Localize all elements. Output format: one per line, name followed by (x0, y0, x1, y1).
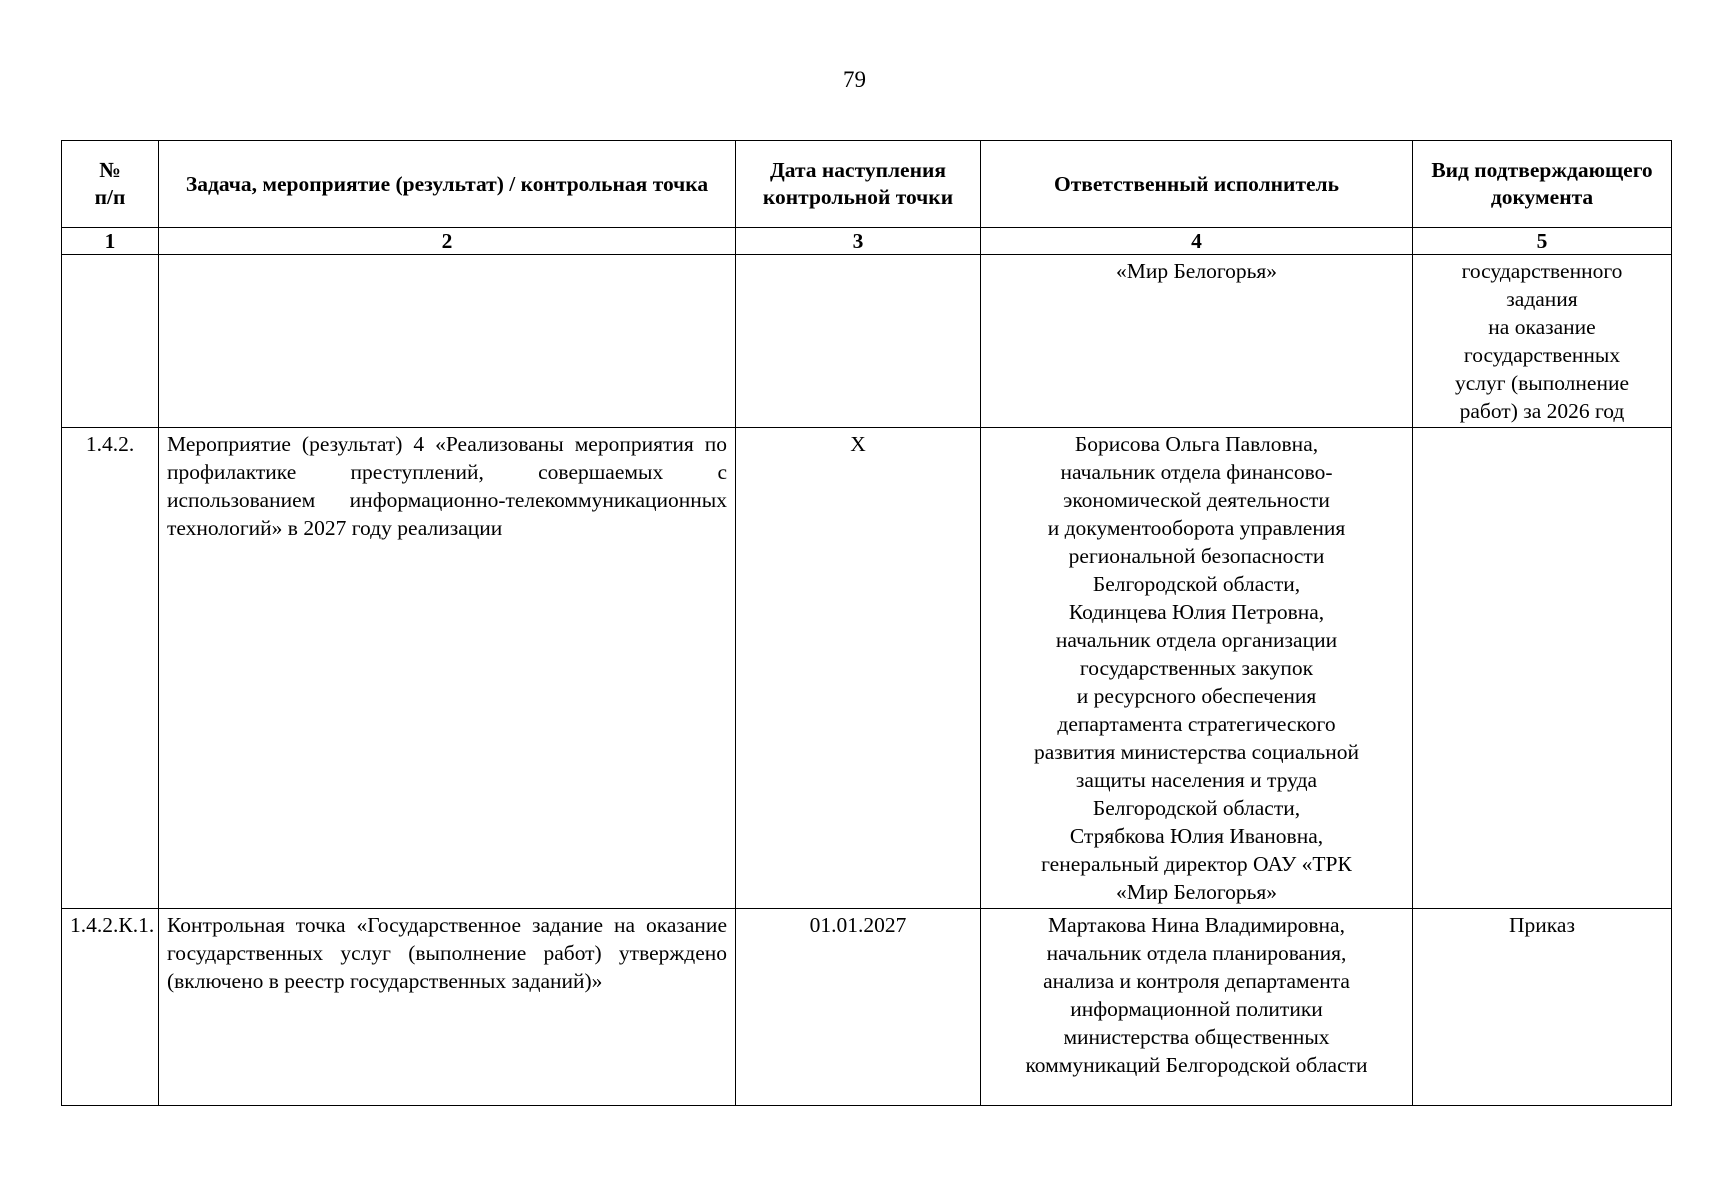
row-date (736, 255, 981, 428)
table-header-row (62, 141, 1672, 228)
table-row (62, 909, 1672, 1106)
column-number-1: 1 (62, 228, 159, 255)
row-date: 01.01.2027 (736, 909, 981, 1106)
row-document (1413, 428, 1672, 909)
row-executor: Мартакова Нина Владимировна, начальник отдела планирования, анализа и контроля департамента информационной политики министерства общественных коммуникаций Белгородской области (981, 909, 1413, 1106)
column-number-2: 2 (159, 228, 736, 255)
row-task: Контрольная точка «Государственное задание на оказание государственных услуг (выполнение работ) утверждено (включено в реестр государственных заданий)» (159, 909, 736, 1106)
page-number: 79 (843, 67, 866, 92)
header-task: Задача, мероприятие (результат) / контрольная точка (159, 141, 736, 228)
row-task: Мероприятие (результат) 4 «Реализованы мероприятия по профилактике преступлений, совершаемых с использованием информационно-телекоммуникационных технологий» в 2027 году реализации (159, 428, 736, 909)
control-points-table (61, 140, 1672, 1106)
row-executor: Борисова Ольга Павловна, начальник отдела финансово- экономической деятельности и документооборота управления региональной безопасности Белгородской области, Кодинцева Юлия Петровна, начальник отдела организации государственных закупок и ресурсного обеспечения департамента стратегического развития министерства социальной защиты населения и труда Белгородской области, Стрябкова Юлия Ивановна, генеральный директор ОАУ «ТРК «Мир Белогорья» (981, 428, 1413, 909)
row-number: 1.4.2.К.1. (62, 909, 159, 1106)
header-executor: Ответственный исполнитель (981, 141, 1413, 228)
column-number-row (62, 228, 1672, 255)
table-row (62, 428, 1672, 909)
row-document: государственного задания на оказание государственных услуг (выполнение работ) за 2026 год (1413, 255, 1672, 428)
header-date: Дата наступления контрольной точки (736, 141, 981, 228)
column-number-5: 5 (1413, 228, 1672, 255)
table-row (62, 255, 1672, 428)
row-document: Приказ (1413, 909, 1672, 1106)
column-number-4: 4 (981, 228, 1413, 255)
header-number: № п/п (62, 141, 159, 228)
row-number: 1.4.2. (62, 428, 159, 909)
row-number (62, 255, 159, 428)
row-executor: «Мир Белогорья» (981, 255, 1413, 428)
row-date: X (736, 428, 981, 909)
column-number-3: 3 (736, 228, 981, 255)
header-document: Вид подтверждающего документа (1413, 141, 1672, 228)
row-task (159, 255, 736, 428)
